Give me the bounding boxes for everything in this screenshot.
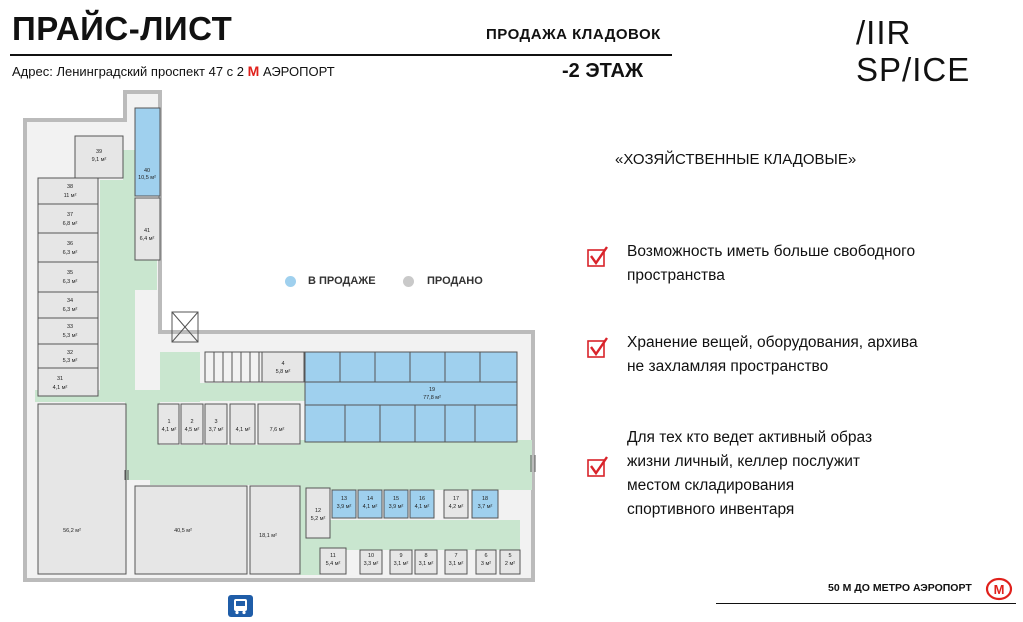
unit-12-area: 5,2 м² (310, 516, 326, 522)
feature-line: Хранение вещей, оборудования, архива (627, 334, 918, 351)
footer-divider (716, 603, 1016, 604)
unit-41-num: 41 (143, 228, 151, 234)
unit-15-area: 3,9 м² (388, 504, 404, 510)
unit-3-area: 3,7 м² (208, 427, 224, 433)
unit-34[interactable] (38, 292, 98, 318)
unit-33-num: 33 (66, 324, 74, 330)
unit-36-num: 36 (66, 241, 74, 247)
unit-8-area: 3,1 м² (418, 561, 434, 567)
unit-31-num: 31 (56, 376, 64, 382)
unit-35[interactable] (38, 262, 98, 292)
metro-badge-letter: М (993, 582, 1005, 597)
unit-34-num: 34 (66, 298, 74, 304)
unit-6-area: 3 м² (480, 561, 492, 567)
unit-37-area: 6,8 м² (62, 221, 78, 227)
logo-line-2: SP/ICE (856, 51, 971, 88)
unit-19-area: 77,8 м² (423, 395, 441, 401)
address-text: Адрес: Ленинградский проспект 47 с 2 (12, 64, 245, 79)
feature-line: местом складирования (627, 477, 795, 494)
unit-5-area: 2 м² (504, 561, 516, 567)
unit-18-area: 3,7 м² (477, 504, 493, 510)
feature-line: спортивного инвентаря (627, 501, 795, 518)
feature-line: жизни личный, келлер послужит (627, 453, 860, 470)
unit-14-area: 4,1 м² (362, 504, 378, 510)
feature-text (627, 331, 987, 379)
unit-6-num: 6 (484, 553, 488, 559)
unit-12-num: 12 (314, 508, 322, 514)
unit-big-56[interactable] (38, 404, 126, 574)
unit-37-num: 37 (66, 212, 74, 218)
unit-2-area: 4,5 м² (184, 427, 200, 433)
unit-big-40-area: 40,5 м² (174, 528, 192, 534)
unit-35-num: 35 (66, 270, 74, 276)
unit-38[interactable] (38, 178, 98, 204)
unit-39-area: 9,1 м² (91, 157, 107, 163)
unit-1-area: 4,1 м² (161, 427, 177, 433)
unit-big-56-area: 56,2 м² (63, 528, 81, 534)
brand-logo (856, 14, 970, 88)
unit-big-18-area: 18,1 м² (259, 533, 277, 539)
page-title: ПРАЙС-ЛИСТ (12, 10, 233, 47)
unit-9-area: 3,1 м² (393, 561, 409, 567)
unit-18-num: 18 (481, 496, 489, 502)
unit-15-num: 15 (392, 496, 400, 502)
feature-item-1 (587, 240, 1007, 300)
unit-38-num: 38 (66, 184, 74, 190)
unit-32[interactable] (38, 344, 98, 368)
metro-badge-icon (985, 577, 1013, 601)
unit-17-num: 17 (452, 496, 460, 502)
unit-11-area: 5,4 м² (325, 561, 341, 567)
unit-39-num: 39 (95, 149, 103, 155)
floor-label: -2 ЭТАЖ (562, 60, 644, 82)
unit-34-area: 6,3 м² (62, 307, 78, 313)
unit-17-area: 4,2 м² (448, 504, 464, 510)
unit-4-area: 5,8 м² (275, 369, 291, 375)
unit-8-num: 8 (424, 553, 428, 559)
legend-sold-label: ПРОДАНО (427, 275, 483, 287)
metro-distance-text: 50 М ДО МЕТРО АЭРОПОРТ (828, 582, 972, 594)
page-subtitle: ПРОДАЖА КЛАДОВОК (486, 26, 661, 43)
section-title: «ХОЗЯЙСТВЕННЫЕ КЛАДОВЫЕ» (615, 151, 857, 168)
unit-33-area: 5,3 м² (62, 333, 78, 339)
unit-19[interactable] (305, 352, 517, 442)
unit-10-num: 10 (367, 553, 375, 559)
unit-19-num: 19 (428, 387, 436, 393)
feature-item-2 (587, 331, 1007, 391)
unit-7-6[interactable] (258, 404, 300, 444)
feature-line: пространства (627, 267, 725, 284)
unit-38-area: 11 м² (63, 193, 77, 199)
feature-item-3 (587, 426, 1007, 526)
unit-31-area: 4,1 м² (52, 385, 68, 391)
unit-7-num: 7 (454, 553, 458, 559)
logo-line-1: /IIR (856, 14, 912, 51)
unit-13-area: 3,9 м² (336, 504, 352, 510)
unit-3-num: 3 (214, 419, 218, 425)
unit-7-area: 3,1 м² (448, 561, 464, 567)
unit-14-num: 14 (366, 496, 374, 502)
feature-text (627, 426, 987, 522)
unit-33[interactable] (38, 318, 98, 344)
unit-40-area: 10,5 м² (138, 175, 156, 181)
metro-icon: М (247, 63, 260, 79)
unit-36-area: 6,3 м² (62, 250, 78, 256)
unit-11-num: 11 (330, 553, 336, 559)
unit-41-area: 6,4 м² (139, 236, 155, 242)
unit-9-num: 9 (399, 553, 403, 559)
unit-13-num: 13 (340, 496, 348, 502)
unit-5-num: 5 (508, 553, 512, 559)
unit-37[interactable] (38, 204, 98, 233)
unit-4-1-area: 4,1 м² (235, 427, 251, 433)
unit-4[interactable] (262, 352, 304, 382)
unit-31[interactable] (38, 368, 98, 396)
unit-10-area: 3,3 м² (363, 561, 379, 567)
unit-32-num: 32 (66, 350, 74, 356)
unit-40[interactable] (135, 108, 160, 196)
feature-line: Для тех кто ведет активный образ (627, 429, 873, 446)
unit-4-1[interactable] (230, 404, 255, 444)
unit-big-18[interactable] (250, 486, 300, 574)
unit-2-num: 2 (190, 419, 194, 425)
unit-16-num: 16 (418, 496, 426, 502)
unit-36[interactable] (38, 233, 98, 262)
legend-for-sale-label: В ПРОДАЖЕ (308, 275, 376, 287)
unit-35-area: 6,3 м² (62, 279, 78, 285)
feature-text (627, 240, 987, 288)
unit-4-num: 4 (281, 361, 285, 367)
unit-32-area: 5,3 м² (62, 358, 78, 364)
unit-1-num: 1 (167, 419, 171, 425)
feature-line: Возможность иметь больше свободного (627, 243, 916, 260)
unit-7-6-area: 7,6 м² (269, 427, 285, 433)
metro-name: АЭРОПОРТ (262, 64, 335, 79)
unit-40-num: 40 (143, 168, 151, 174)
feature-line: не захламляя пространство (627, 358, 829, 375)
unit-16-area: 4,1 м² (414, 504, 430, 510)
